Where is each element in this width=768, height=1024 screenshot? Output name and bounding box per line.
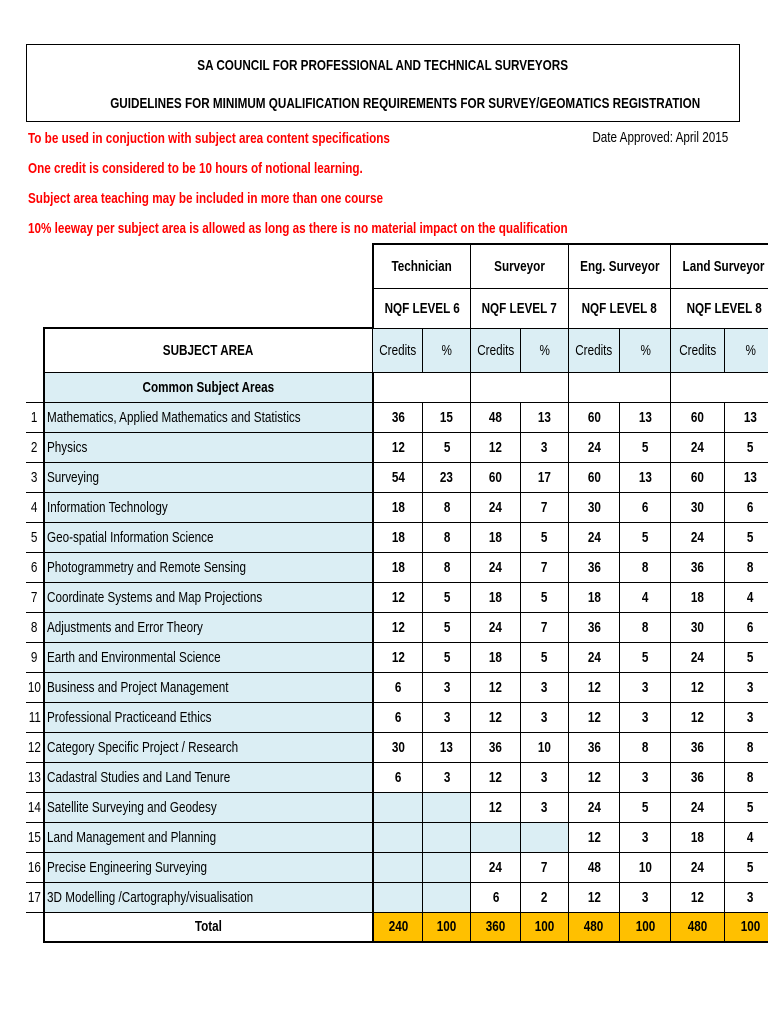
row-number: 13 <box>26 762 44 792</box>
table-row <box>26 612 768 642</box>
credits-cell: 24 <box>671 522 724 552</box>
credits-cell: 60 <box>671 462 724 492</box>
row-number: 17 <box>26 882 44 912</box>
percent-cell: 6 <box>620 492 671 522</box>
percent-cell: 3 <box>724 882 768 912</box>
credits-cell: 18 <box>471 522 521 552</box>
credits-cell: 36 <box>568 552 619 582</box>
subject-name: Cadastral Studies and Land Tenure <box>44 762 373 792</box>
category-header: Surveyor <box>471 244 568 288</box>
percent-cell: 3 <box>620 822 671 852</box>
credits-cell: 36 <box>671 762 724 792</box>
percent-cell: 23 <box>423 462 471 492</box>
credits-cell: 12 <box>471 672 521 702</box>
credits-cell: 24 <box>568 642 619 672</box>
percent-cell: 5 <box>620 522 671 552</box>
credits-cell: 60 <box>568 462 619 492</box>
percent-header: % <box>620 328 671 372</box>
credits-cell: 30 <box>373 732 423 762</box>
credits-cell <box>373 822 423 852</box>
credits-cell: 60 <box>671 402 724 432</box>
credits-cell: 18 <box>671 582 724 612</box>
credits-cell: 12 <box>471 702 521 732</box>
table-row <box>26 402 768 432</box>
percent-cell: 8 <box>423 492 471 522</box>
credits-cell: 24 <box>671 642 724 672</box>
subject-name: Photogrammetry and Remote Sensing <box>44 552 373 582</box>
credits-cell <box>373 882 423 912</box>
total-cell: 100 <box>423 912 471 942</box>
subject-area-header: SUBJECT AREA <box>44 328 373 372</box>
percent-header: % <box>724 328 768 372</box>
percent-cell: 3 <box>521 792 569 822</box>
credits-cell: 18 <box>471 642 521 672</box>
credits-cell: 48 <box>568 852 619 882</box>
credits-cell: 60 <box>568 402 619 432</box>
credits-cell: 24 <box>471 552 521 582</box>
credits-cell: 48 <box>471 402 521 432</box>
percent-cell: 3 <box>423 702 471 732</box>
percent-cell: 5 <box>620 642 671 672</box>
note-2: One credit is considered to be 10 hours of notional learning. <box>28 160 363 177</box>
percent-cell <box>423 882 471 912</box>
percent-header: % <box>521 328 569 372</box>
subject-name: Satellite Surveying and Geodesy <box>44 792 373 822</box>
percent-cell: 3 <box>423 672 471 702</box>
row-number: 7 <box>26 582 44 612</box>
total-cell: 480 <box>671 912 724 942</box>
subject-name: Coordinate Systems and Map Projections <box>44 582 373 612</box>
percent-cell: 8 <box>724 732 768 762</box>
credits-cell: 18 <box>471 582 521 612</box>
percent-cell: 13 <box>620 462 671 492</box>
subject-name: Category Specific Project / Research <box>44 732 373 762</box>
percent-cell: 3 <box>521 762 569 792</box>
column-header-row <box>26 328 768 372</box>
document-subtitle: GUIDELINES FOR MINIMUM QUALIFICATION REQUIREMENTS FOR SURVEY/GEOMATICS REGISTRATION <box>110 95 701 112</box>
credits-cell: 30 <box>568 492 619 522</box>
percent-cell: 8 <box>724 552 768 582</box>
credits-cell: 12 <box>671 702 724 732</box>
credits-cell: 36 <box>373 402 423 432</box>
total-cell: 360 <box>471 912 521 942</box>
credits-cell: 18 <box>373 492 423 522</box>
percent-cell: 13 <box>423 732 471 762</box>
subject-name: Land Management and Planning <box>44 822 373 852</box>
blank-cell <box>26 244 44 288</box>
percent-cell: 3 <box>724 702 768 732</box>
row-number: 6 <box>26 552 44 582</box>
percent-cell: 3 <box>620 702 671 732</box>
percent-cell: 3 <box>521 672 569 702</box>
percent-cell: 3 <box>620 672 671 702</box>
blank-cell <box>26 372 44 402</box>
section-label: Common Subject Areas <box>44 372 373 402</box>
credits-cell: 12 <box>568 822 619 852</box>
percent-cell: 15 <box>423 402 471 432</box>
percent-cell: 8 <box>620 732 671 762</box>
percent-cell: 5 <box>423 642 471 672</box>
total-cell: 240 <box>373 912 423 942</box>
row-number: 15 <box>26 822 44 852</box>
percent-cell <box>423 852 471 882</box>
credits-cell: 6 <box>373 672 423 702</box>
total-cell: 480 <box>568 912 619 942</box>
percent-cell: 6 <box>724 612 768 642</box>
percent-cell: 10 <box>620 852 671 882</box>
row-number: 9 <box>26 642 44 672</box>
subject-name: 3D Modelling /Cartography/visualisation <box>44 882 373 912</box>
credits-cell: 6 <box>373 762 423 792</box>
credits-cell: 24 <box>568 522 619 552</box>
credits-cell: 12 <box>373 432 423 462</box>
note-3: Subject area teaching may be included in more than one course <box>28 190 383 207</box>
percent-cell: 13 <box>620 402 671 432</box>
credits-cell: 36 <box>568 732 619 762</box>
note-1: To be used in conjuction with subject area content specifications <box>28 130 390 147</box>
percent-cell: 5 <box>724 642 768 672</box>
blank-cell <box>44 244 373 288</box>
credits-cell: 12 <box>373 612 423 642</box>
percent-cell: 13 <box>724 402 768 432</box>
note-4: 10% leeway per subject area is allowed as long as there is no material impact on the qualification <box>28 220 568 237</box>
percent-cell: 5 <box>521 642 569 672</box>
row-number: 8 <box>26 612 44 642</box>
credits-cell: 24 <box>671 792 724 822</box>
nqf-level-header: NQF LEVEL 7 <box>471 288 568 328</box>
category-header: Land Surveyor <box>671 244 768 288</box>
percent-cell: 3 <box>724 672 768 702</box>
total-row <box>26 912 768 942</box>
table-row <box>26 672 768 702</box>
category-header-row <box>26 244 768 288</box>
percent-cell: 5 <box>724 852 768 882</box>
percent-cell: 5 <box>423 582 471 612</box>
credits-cell: 36 <box>568 612 619 642</box>
credits-cell: 12 <box>568 882 619 912</box>
row-number: 16 <box>26 852 44 882</box>
credits-cell: 6 <box>471 882 521 912</box>
credits-cell: 12 <box>671 672 724 702</box>
section-row <box>26 372 768 402</box>
percent-header: % <box>423 328 471 372</box>
credits-cell: 12 <box>373 642 423 672</box>
subject-name: Adjustments and Error Theory <box>44 612 373 642</box>
total-cell: 100 <box>521 912 569 942</box>
percent-cell: 5 <box>724 522 768 552</box>
credits-cell: 24 <box>671 432 724 462</box>
credits-cell <box>373 792 423 822</box>
percent-cell: 4 <box>620 582 671 612</box>
subject-name: Mathematics, Applied Mathematics and Statistics <box>44 402 373 432</box>
credits-cell: 36 <box>471 732 521 762</box>
credits-cell: 60 <box>471 462 521 492</box>
table-row <box>26 852 768 882</box>
percent-cell: 5 <box>423 432 471 462</box>
credits-cell: 12 <box>568 702 619 732</box>
percent-cell: 5 <box>620 432 671 462</box>
nqf-level-header: NQF LEVEL 8 <box>671 288 768 328</box>
table-row <box>26 702 768 732</box>
credits-cell: 30 <box>671 492 724 522</box>
row-number: 2 <box>26 432 44 462</box>
percent-cell: 8 <box>423 522 471 552</box>
percent-cell: 13 <box>521 402 569 432</box>
percent-cell: 7 <box>521 612 569 642</box>
blank-cell <box>26 288 44 328</box>
table-row <box>26 732 768 762</box>
subject-name: Surveying <box>44 462 373 492</box>
credits-cell: 18 <box>373 522 423 552</box>
credits-cell: 36 <box>671 552 724 582</box>
credits-header: Credits <box>471 328 521 372</box>
percent-cell <box>423 822 471 852</box>
subject-name: Earth and Environmental Science <box>44 642 373 672</box>
row-number: 1 <box>26 402 44 432</box>
row-number: 5 <box>26 522 44 552</box>
credits-cell: 12 <box>471 792 521 822</box>
row-number: 4 <box>26 492 44 522</box>
credits-cell: 12 <box>671 882 724 912</box>
percent-cell: 8 <box>423 552 471 582</box>
credits-cell <box>471 822 521 852</box>
credits-cell: 24 <box>471 492 521 522</box>
row-number: 10 <box>26 672 44 702</box>
table-row <box>26 432 768 462</box>
total-label: Total <box>44 912 373 942</box>
credits-header: Credits <box>568 328 619 372</box>
table-row <box>26 582 768 612</box>
credits-cell: 36 <box>671 732 724 762</box>
percent-cell: 6 <box>724 492 768 522</box>
empty-cell <box>471 372 568 402</box>
percent-cell: 10 <box>521 732 569 762</box>
blank-cell <box>44 288 373 328</box>
title-box <box>26 44 740 122</box>
percent-cell: 5 <box>521 522 569 552</box>
subject-name: Physics <box>44 432 373 462</box>
credits-cell: 54 <box>373 462 423 492</box>
credits-cell: 24 <box>471 612 521 642</box>
percent-cell: 3 <box>620 762 671 792</box>
table-row <box>26 462 768 492</box>
empty-cell <box>671 372 768 402</box>
percent-cell <box>521 822 569 852</box>
nqf-level-header: NQF LEVEL 6 <box>373 288 471 328</box>
percent-cell: 7 <box>521 552 569 582</box>
credits-header: Credits <box>671 328 724 372</box>
percent-cell: 5 <box>423 612 471 642</box>
percent-cell: 3 <box>521 432 569 462</box>
row-number: 11 <box>26 702 44 732</box>
empty-cell <box>568 372 671 402</box>
total-cell: 100 <box>620 912 671 942</box>
total-cell: 100 <box>724 912 768 942</box>
table-row <box>26 822 768 852</box>
percent-cell: 4 <box>724 822 768 852</box>
credits-cell: 6 <box>373 702 423 732</box>
row-number: 14 <box>26 792 44 822</box>
row-number: 12 <box>26 732 44 762</box>
document-title: SA COUNCIL FOR PROFESSIONAL AND TECHNICAL SURVEYORS <box>197 57 569 74</box>
percent-cell: 3 <box>620 882 671 912</box>
percent-cell: 5 <box>724 432 768 462</box>
percent-cell: 5 <box>620 792 671 822</box>
table-row <box>26 522 768 552</box>
percent-cell: 13 <box>724 462 768 492</box>
percent-cell: 4 <box>724 582 768 612</box>
empty-cell <box>373 372 471 402</box>
percent-cell: 3 <box>423 762 471 792</box>
date-approved: Date Approved: April 2015 <box>592 129 728 146</box>
table-row <box>26 492 768 522</box>
credits-cell: 12 <box>471 762 521 792</box>
credits-cell: 12 <box>568 672 619 702</box>
credits-header: Credits <box>373 328 423 372</box>
subject-name: Professional Practiceand Ethics <box>44 702 373 732</box>
percent-cell: 3 <box>521 702 569 732</box>
nqf-level-header: NQF LEVEL 8 <box>568 288 671 328</box>
credits-cell: 12 <box>471 432 521 462</box>
qualification-table <box>26 243 768 943</box>
credits-cell: 18 <box>373 552 423 582</box>
table-row <box>26 762 768 792</box>
table-row <box>26 882 768 912</box>
level-header-row <box>26 288 768 328</box>
credits-cell: 24 <box>568 432 619 462</box>
percent-cell: 2 <box>521 882 569 912</box>
percent-cell: 7 <box>521 492 569 522</box>
credits-cell: 24 <box>568 792 619 822</box>
subject-name: Precise Engineering Surveying <box>44 852 373 882</box>
credits-cell: 24 <box>471 852 521 882</box>
category-header: Technician <box>373 244 471 288</box>
blank-cell <box>26 912 44 942</box>
percent-cell: 7 <box>521 852 569 882</box>
table-row <box>26 792 768 822</box>
category-header: Eng. Surveyor <box>568 244 671 288</box>
percent-cell: 5 <box>724 792 768 822</box>
credits-cell: 24 <box>671 852 724 882</box>
percent-cell: 8 <box>620 552 671 582</box>
percent-cell: 5 <box>521 582 569 612</box>
percent-cell: 8 <box>724 762 768 792</box>
credits-cell: 30 <box>671 612 724 642</box>
subject-name: Business and Project Management <box>44 672 373 702</box>
percent-cell: 17 <box>521 462 569 492</box>
credits-cell: 12 <box>373 582 423 612</box>
subject-name: Information Technology <box>44 492 373 522</box>
blank-cell <box>26 328 44 372</box>
table-row <box>26 552 768 582</box>
credits-cell: 18 <box>671 822 724 852</box>
row-number: 3 <box>26 462 44 492</box>
credits-cell: 12 <box>568 762 619 792</box>
credits-cell <box>373 852 423 882</box>
percent-cell: 8 <box>620 612 671 642</box>
table-row <box>26 642 768 672</box>
subject-name: Geo-spatial Information Science <box>44 522 373 552</box>
credits-cell: 18 <box>568 582 619 612</box>
percent-cell <box>423 792 471 822</box>
